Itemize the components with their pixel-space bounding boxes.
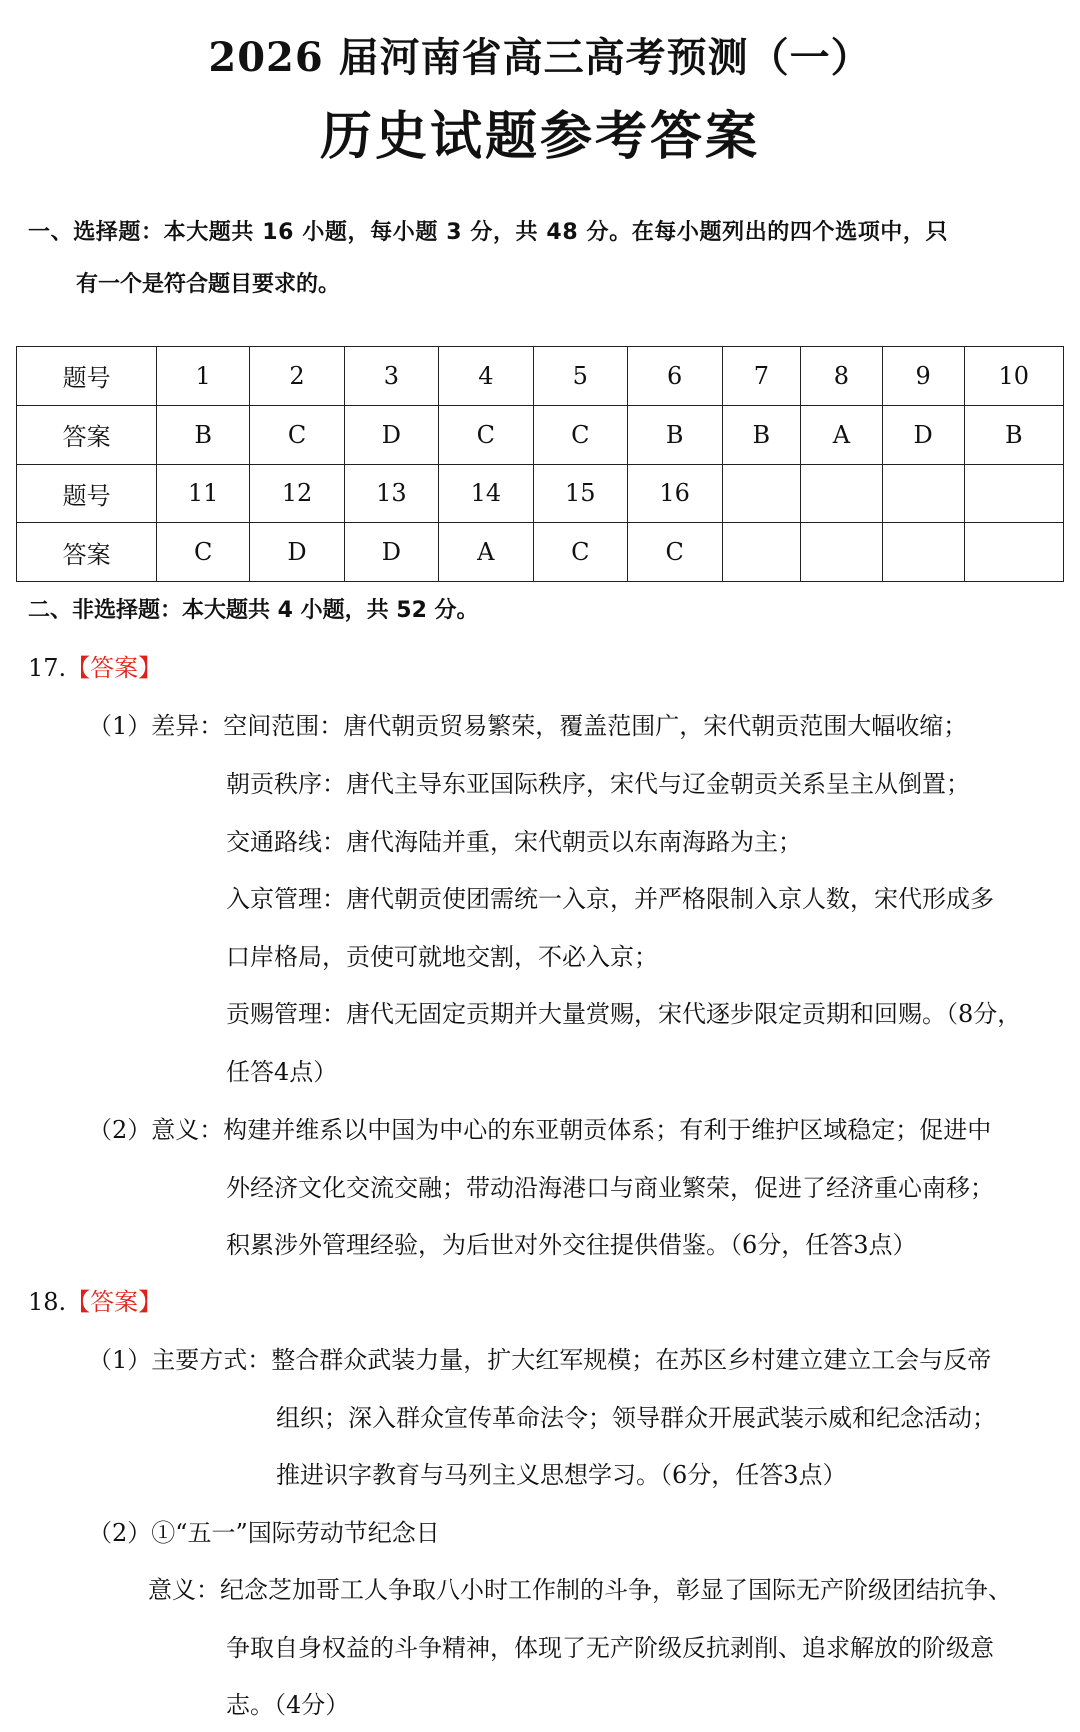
q17-p1-line: 交通路线：唐代海陆并重，宋代朝贡以东南海路为主； xyxy=(226,828,802,856)
answer-cell: A xyxy=(438,523,533,582)
question-number-cell: 6 xyxy=(627,347,722,406)
section1-heading-line1: 一、选择题：本大题共 16 小题，每小题 3 分，共 48 分。在每小题列出的四个选项中，只 xyxy=(28,220,949,245)
q18-p1-line: （1）主要方式：整合群众武装力量，扩大红军规模；在苏区乡村建立建立工会与反帝 xyxy=(88,1346,992,1374)
answer-cell: B xyxy=(627,405,722,464)
empty-cell xyxy=(882,523,964,582)
q18-header xyxy=(28,1286,162,1318)
q17-p1-line: 贡赐管理：唐代无固定贡期并大量赏赐，宋代逐步限定贡期和回赐。（8分， xyxy=(226,1000,1022,1028)
q18-p1-line: 推进识字教育与马列主义思想学习。（6分，任答3点） xyxy=(276,1461,847,1489)
q18-answer-tag: 【答案】 xyxy=(66,1288,163,1316)
answer-cell: C xyxy=(533,523,627,582)
q18-p2-line: （2）①“五一”国际劳动节纪念日 xyxy=(88,1519,440,1547)
q18-p2-line: 争取自身权益的斗争精神，体现了无产阶级反抗剥削、追求解放的阶级意 xyxy=(226,1634,994,1662)
answer-table xyxy=(16,346,1064,582)
empty-cell xyxy=(964,464,1063,523)
answer-cell: C xyxy=(157,523,250,582)
question-number-cell: 12 xyxy=(250,464,345,523)
q17-answer-tag: 【答案】 xyxy=(66,654,163,682)
question-number-cell: 2 xyxy=(250,347,345,406)
answer-cell: B xyxy=(157,405,250,464)
q18-number: 18. xyxy=(28,1288,67,1316)
answer-cell: D xyxy=(344,405,438,464)
answer-cell: B xyxy=(964,405,1063,464)
table-row-answers-1 xyxy=(17,405,1064,464)
empty-cell xyxy=(801,523,883,582)
exam-subtitle: 历史试题参考答案 xyxy=(319,106,760,167)
question-number-cell: 7 xyxy=(722,347,800,406)
answer-cell: D xyxy=(250,523,345,582)
answer-cell: C xyxy=(533,405,627,464)
q17-header xyxy=(28,652,162,684)
empty-cell xyxy=(882,464,964,523)
question-number-cell: 4 xyxy=(438,347,533,406)
exam-title: 2026 届河南省高三高考预测（一） xyxy=(208,34,872,81)
q18-p2-line: 志。（4分） xyxy=(226,1691,350,1719)
question-number-cell: 1 xyxy=(157,347,250,406)
q17-p1-line: 朝贡秩序：唐代主导东亚国际秩序，宋代与辽金朝贡关系呈主从倒置； xyxy=(226,770,970,798)
row-label-answer: 答案 xyxy=(17,405,157,464)
answer-cell: C xyxy=(438,405,533,464)
q17-p1-line: 任答4点） xyxy=(226,1058,338,1086)
answer-cell: A xyxy=(801,405,883,464)
empty-cell xyxy=(964,523,1063,582)
row-label-number: 题号 xyxy=(17,347,157,406)
answer-cell: C xyxy=(627,523,722,582)
empty-cell xyxy=(801,464,883,523)
q17-p1-line: （1）差异：空间范围：唐代朝贡贸易繁荣，覆盖范围广，宋代朝贡范围大幅收缩； xyxy=(88,712,968,740)
answer-cell: D xyxy=(882,405,964,464)
answer-cell: D xyxy=(344,523,438,582)
question-number-cell: 9 xyxy=(882,347,964,406)
question-number-cell: 5 xyxy=(533,347,627,406)
table-row-numbers-1 xyxy=(17,347,1064,406)
question-number-cell: 13 xyxy=(344,464,438,523)
empty-cell xyxy=(722,464,800,523)
table-row-answers-2 xyxy=(17,523,1064,582)
question-number-cell: 11 xyxy=(157,464,250,523)
q18-p1-line: 组织；深入群众宣传革命法令；领导群众开展武装示威和纪念活动； xyxy=(276,1404,996,1432)
q17-number: 17. xyxy=(28,654,67,682)
question-number-cell: 15 xyxy=(533,464,627,523)
table-row-numbers-2 xyxy=(17,464,1064,523)
q17-p2-line: （2）意义：构建并维系以中国为中心的东亚朝贡体系；有利于维护区域稳定；促进中 xyxy=(88,1116,992,1144)
question-number-cell: 16 xyxy=(627,464,722,523)
empty-cell xyxy=(722,523,800,582)
row-label-number: 题号 xyxy=(17,464,157,523)
q17-p2-line: 外经济文化交流交融；带动沿海港口与商业繁荣，促进了经济重心南移； xyxy=(226,1174,994,1202)
q17-p1-line: 入京管理：唐代朝贡使团需统一入京，并严格限制入京人数，宋代形成多 xyxy=(226,885,994,913)
q18-p2-line: 意义：纪念芝加哥工人争取八小时工作制的斗争，彰显了国际无产阶级团结抗争、 xyxy=(148,1576,1012,1604)
question-number-cell: 10 xyxy=(964,347,1063,406)
q17-p1-line: 口岸格局，贡使可就地交割，不必入京； xyxy=(226,943,658,971)
section1-heading-line2: 有一个是符合题目要求的。 xyxy=(76,272,341,297)
question-number-cell: 14 xyxy=(438,464,533,523)
answer-cell: C xyxy=(250,405,345,464)
answer-cell: B xyxy=(722,405,800,464)
row-label-answer: 答案 xyxy=(17,523,157,582)
question-number-cell: 8 xyxy=(801,347,883,406)
section2-heading: 二、非选择题：本大题共 4 小题，共 52 分。 xyxy=(28,598,479,623)
q17-p2-line: 积累涉外管理经验，为后世对外交往提供借鉴。（6分，任答3点） xyxy=(226,1231,917,1259)
question-number-cell: 3 xyxy=(344,347,438,406)
